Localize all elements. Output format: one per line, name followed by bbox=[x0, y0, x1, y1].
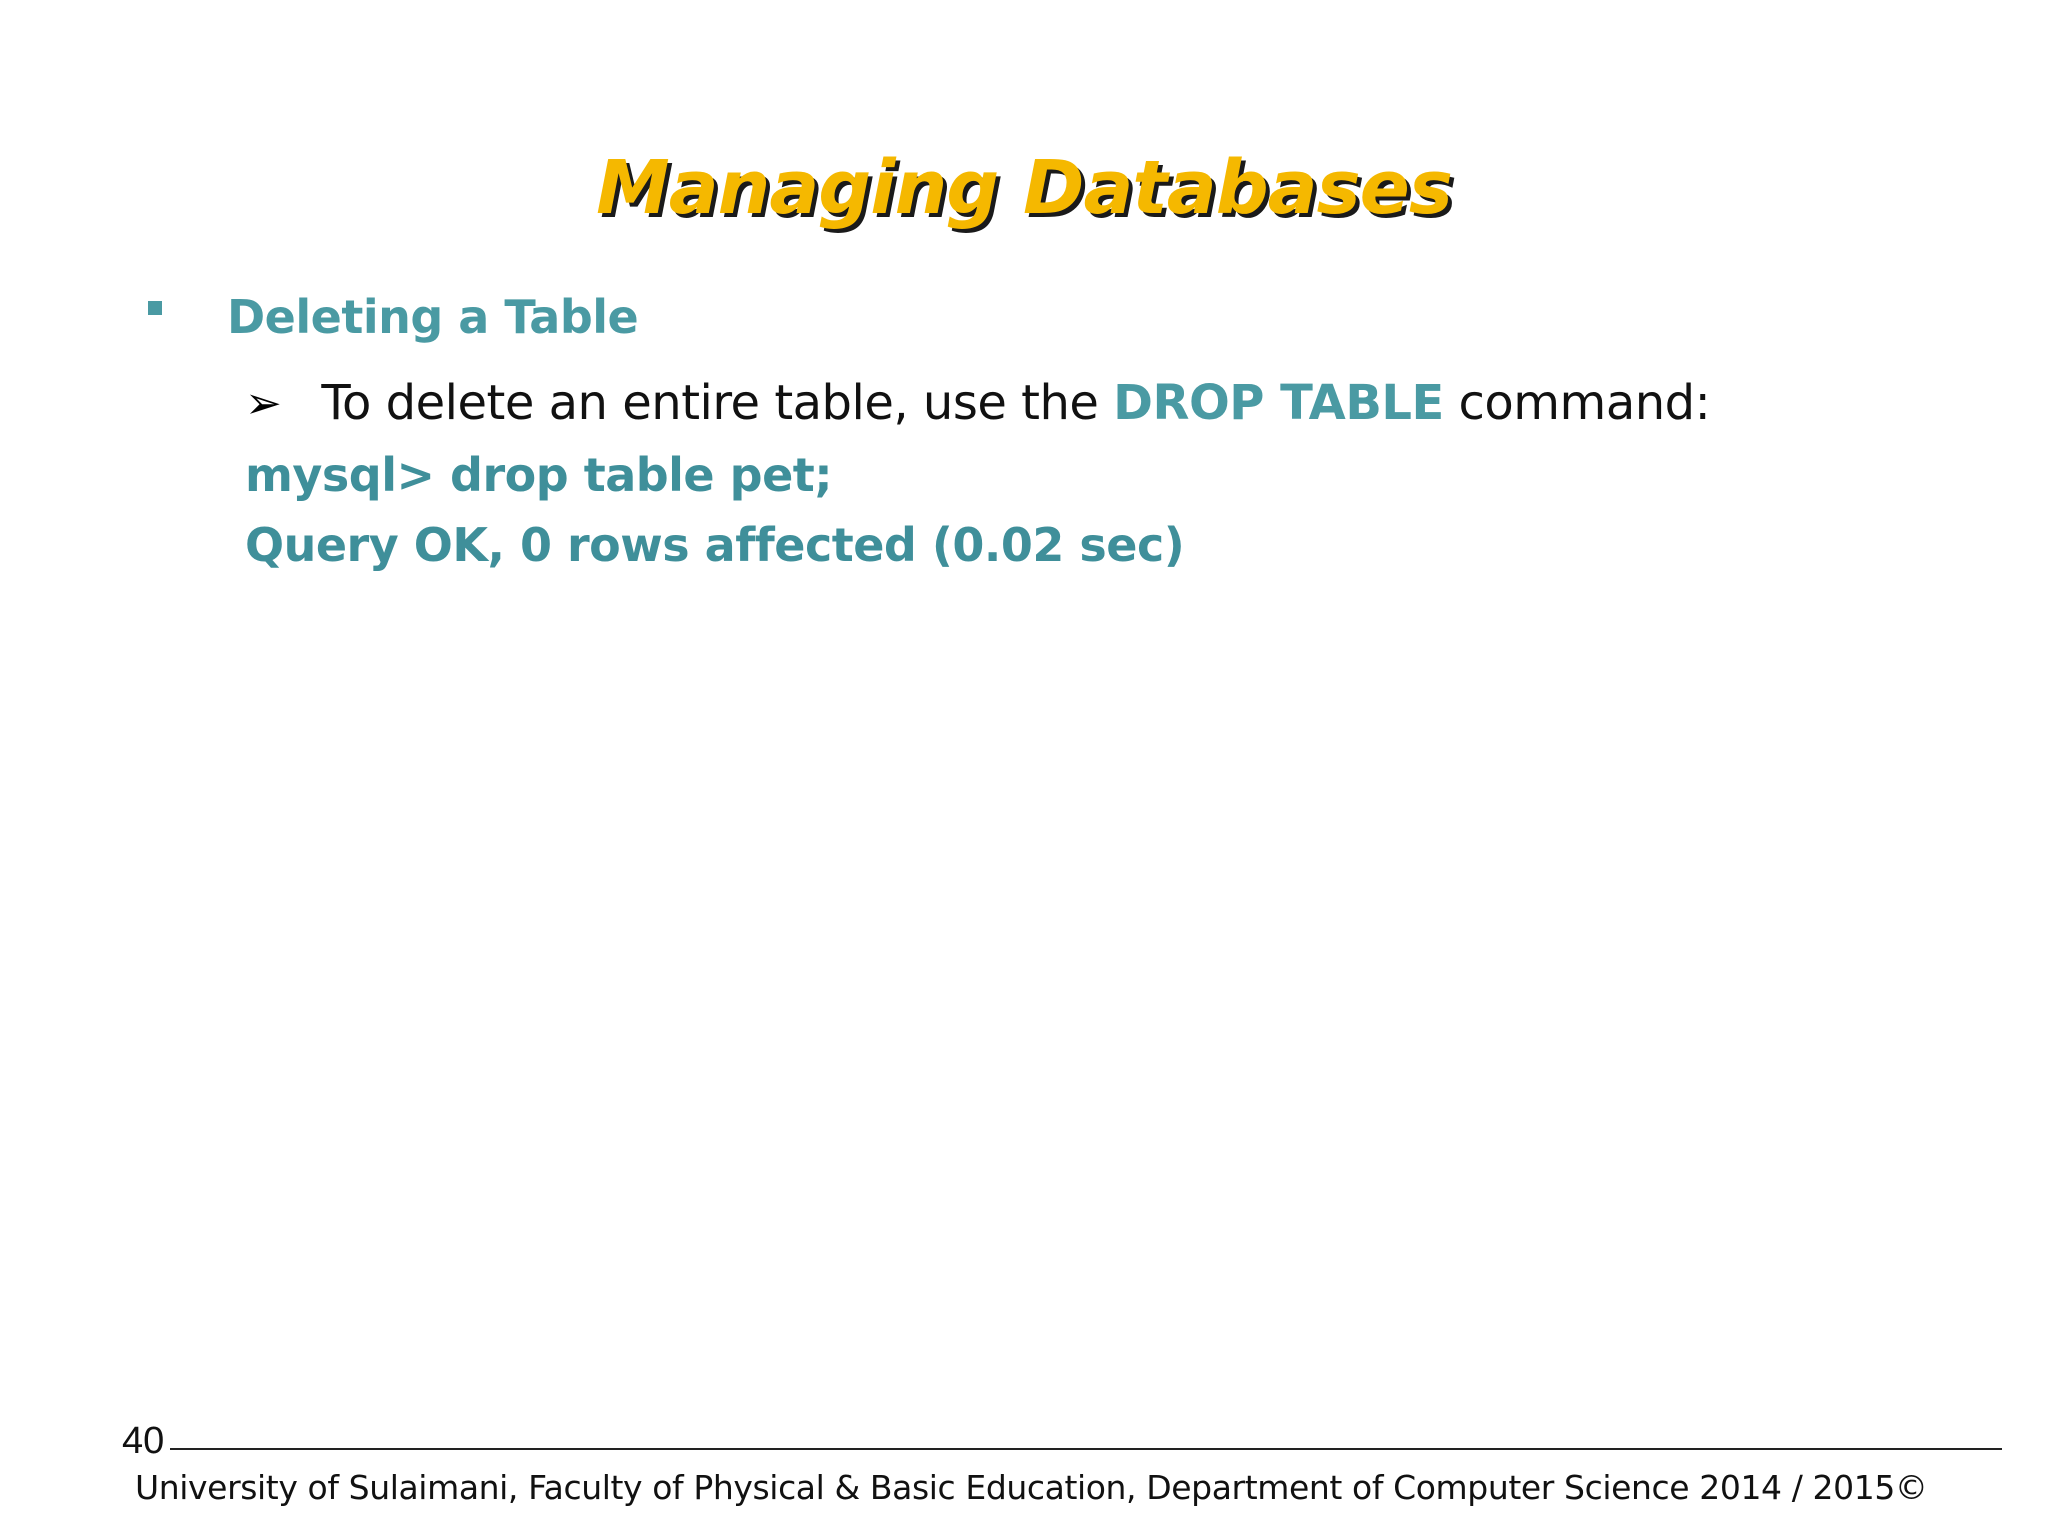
slide-title: Managing Databases bbox=[596, 145, 1452, 231]
footer-credit: University of Sulaimani, Faculty of Physical & Basic Education, Department of Computer Science 2014 / 2015© bbox=[135, 1468, 1928, 1507]
footer-divider bbox=[170, 1448, 2002, 1450]
arrow-bullet-icon: ➢ bbox=[245, 377, 282, 429]
square-bullet-icon bbox=[148, 301, 162, 315]
sub-bullet-text-after: command: bbox=[1443, 375, 1711, 431]
page-number: 40 bbox=[122, 1420, 165, 1462]
code-line-result: Query OK, 0 rows affected (0.02 sec) bbox=[245, 518, 1185, 572]
sub-bullet-text-before: To delete an entire table, use the bbox=[321, 375, 1114, 431]
bullet-item bbox=[148, 290, 638, 344]
sub-bullet-keyword: DROP TABLE bbox=[1113, 375, 1444, 431]
sub-bullet-item bbox=[245, 375, 1710, 431]
code-line-command: mysql> drop table pet; bbox=[245, 448, 833, 502]
bullet-heading: Deleting a Table bbox=[227, 290, 639, 344]
